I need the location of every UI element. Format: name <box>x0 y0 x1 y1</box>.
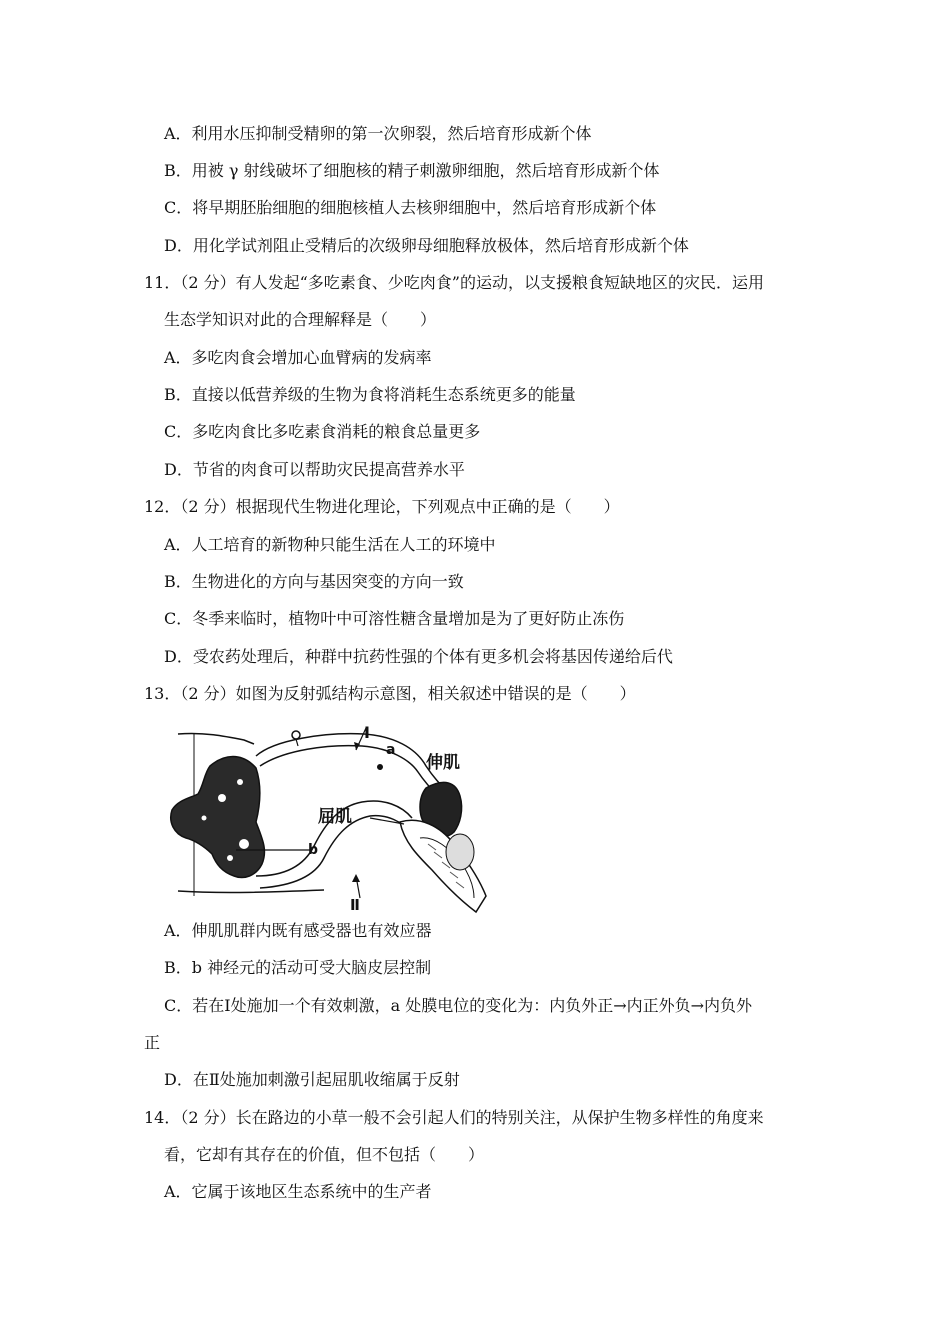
ganglion-icon <box>292 731 300 739</box>
spinal-cord-top-edge <box>178 733 254 744</box>
q11-option-b: B．直接以低营养级的生物为食将消耗生态系统更多的能量 <box>164 385 576 404</box>
q10-option-a: A．利用水压抑制受精卵的第一次卵裂，然后培育形成新个体 <box>164 124 592 143</box>
q13-option-c-line1: C．若在Ⅰ处施加一个有效刺激，a 处膜电位的变化为：内负外正→内正外负→内负外 <box>164 996 753 1015</box>
grey-matter-spot <box>218 794 226 802</box>
q13-stem: 13．（2 分）如图为反射弧结构示意图，相关叙述中错误的是（ ） <box>144 684 636 703</box>
label-a: a <box>386 742 396 758</box>
q14-option-a: A．它属于该地区生态系统中的生产者 <box>164 1182 432 1201</box>
grey-matter <box>171 757 265 878</box>
q10-option-d: D．用化学试剂阻止受精后的次级卵母细胞释放极体，然后培育形成新个体 <box>164 236 689 255</box>
label-roman-1: I <box>364 726 370 742</box>
q12-option-b: B．生物进化的方向与基因突变的方向一致 <box>164 572 464 591</box>
label-flexor: 屈肌 <box>318 807 352 827</box>
q12-stem: 12．（2 分）根据现代生物进化理论，下列观点中正确的是（ ） <box>144 497 620 516</box>
q13-option-b: B．b 神经元的活动可受大脑皮层控制 <box>164 958 432 977</box>
reflex-arc-diagram <box>164 726 494 914</box>
grey-matter-spot <box>239 839 249 849</box>
reflex-arc-svg <box>164 726 494 914</box>
q11-option-a: A．多吃肉食会增加心血臂病的发病率 <box>164 348 432 367</box>
sensory-nerve-lower <box>260 746 440 798</box>
q13-option-a: A．伸肌肌群内既有感受器也有效应器 <box>164 921 432 940</box>
grey-matter-spot <box>227 855 233 861</box>
q14-stem-line1: 14．（2 分）长在路边的小草一般不会引起人们的特别关注，从保护生物多样性的角度来 <box>144 1108 764 1127</box>
grey-matter-spot <box>202 816 207 821</box>
q13-option-c-line2: 正 <box>144 1033 161 1052</box>
q14-stem-line2: 看，它却有其存在的价值，但不包括（ ） <box>164 1145 485 1164</box>
q12-option-c: C．冬季来临时，植物叶中可溶性糖含量增加是为了更好防止冻伤 <box>164 609 625 628</box>
q12-option-a: A．人工培育的新物种只能生活在人工的环境中 <box>164 535 496 554</box>
q13-option-d: D．在Ⅱ处施加刺激引起屈肌收缩属于反射 <box>164 1070 460 1089</box>
label-b: b <box>308 842 319 858</box>
label-roman-2: Ⅱ <box>350 896 360 914</box>
q11-option-d: D．节省的肉食可以帮助灾民提高营养水平 <box>164 460 465 479</box>
q11-stem-line2: 生态学知识对此的合理解释是（ ） <box>164 310 437 329</box>
pointer-flexor <box>370 818 404 824</box>
q11-option-c: C．多吃肉食比多吃素食消耗的粮食总量更多 <box>164 422 481 441</box>
q11-stem-line1: 11．（2 分）有人发起“多吃素食、少吃肉食”的运动，以支援粮食短缺地区的灾民．运用 <box>144 273 764 292</box>
point-a <box>377 764 383 770</box>
q10-option-c: C．将早期胚胎细胞的细胞核植人去核卵细胞中，然后培育形成新个体 <box>164 198 657 217</box>
sensory-nerve-upper <box>256 734 446 790</box>
grey-matter-spot <box>237 779 243 785</box>
bone-section <box>446 834 474 870</box>
q12-option-d: D．受农药处理后，种群中抗药性强的个体有更多机会将基因传递给后代 <box>164 647 673 666</box>
label-extensor: 伸肌 <box>426 753 460 773</box>
q10-option-b: B．用被 γ 射线破坏了细胞核的精子刺激卵细胞，然后培育形成新个体 <box>164 161 660 180</box>
spinal-cord-bottom-edge <box>178 890 324 893</box>
flexor-muscle <box>400 820 486 912</box>
